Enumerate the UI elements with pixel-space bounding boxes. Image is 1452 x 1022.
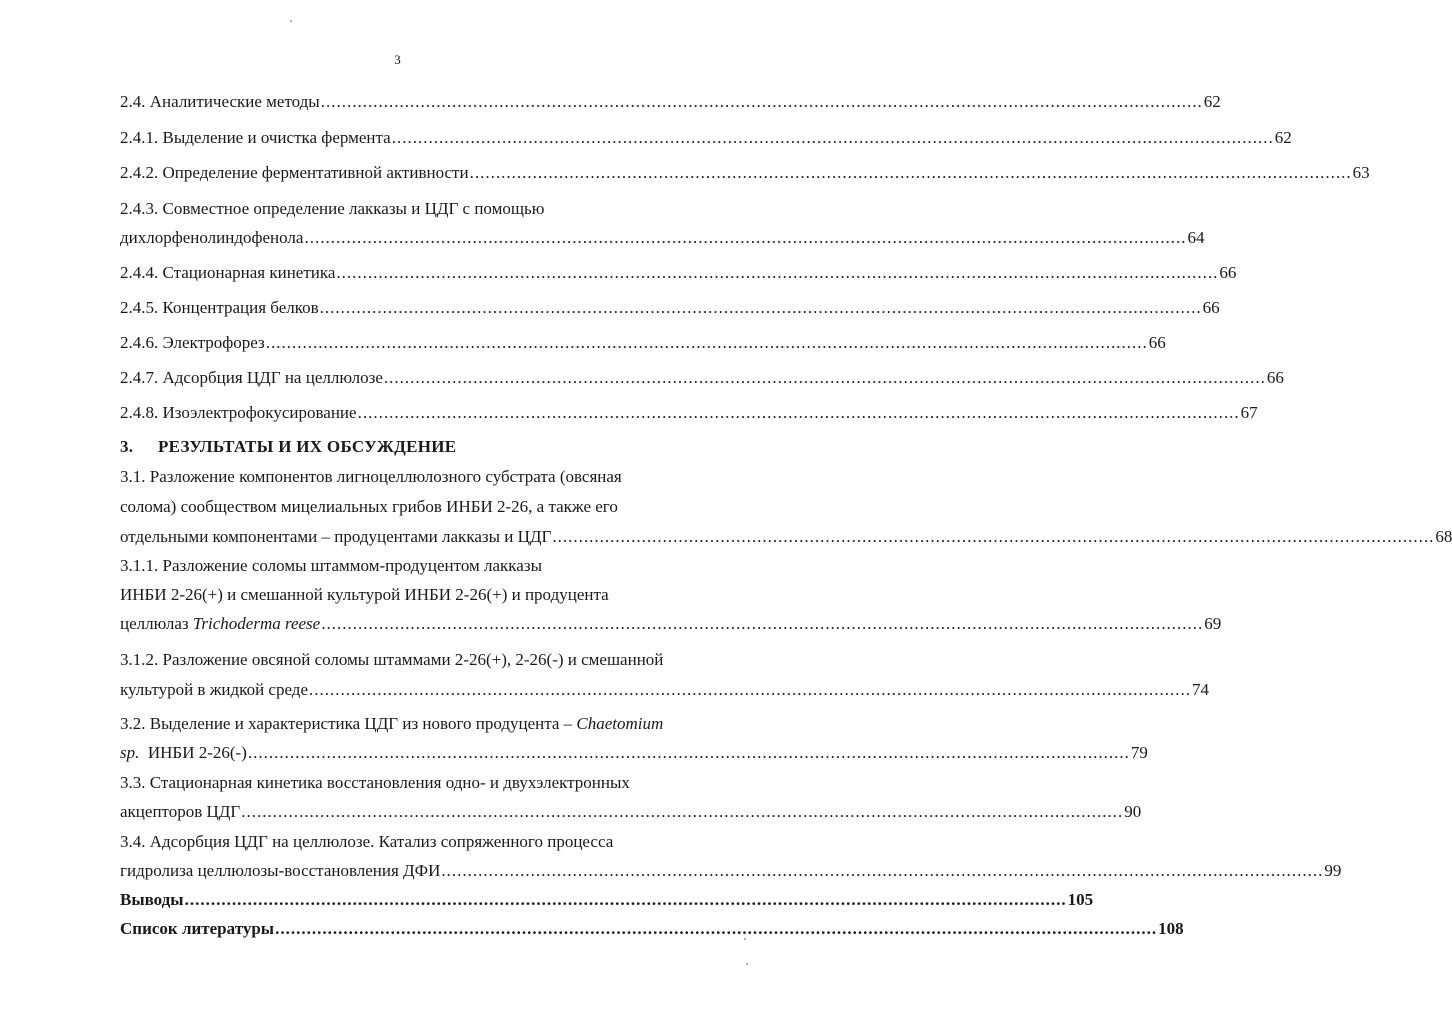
scan-speck bbox=[744, 938, 746, 940]
toc-entry-2-4-3: дихлорфенолиндофенола ........................................................................................................................................................................ 64 bbox=[120, 228, 1205, 247]
toc-page-number: 67 bbox=[1240, 403, 1258, 422]
leader-dots: ........................................................................................................................................................................ bbox=[469, 163, 1352, 182]
leader-dots: ........................................................................................................................................................................ bbox=[309, 680, 1191, 699]
leader-dots: ........................................................................................................................................................................ bbox=[265, 333, 1148, 352]
leader-dots: ........................................................................................................................................................................ bbox=[357, 403, 1240, 422]
toc-page-number: 79 bbox=[1130, 743, 1148, 762]
leader-dots: ........................................................................................................................................................................ bbox=[241, 802, 1124, 821]
page-number: 3 bbox=[394, 52, 401, 67]
leader-dots: ........................................................................................................................................................................ bbox=[320, 92, 1203, 111]
toc-entry-conclusions: Выводы ........................................................................................................................................................................ 105 bbox=[120, 890, 1094, 909]
toc-page-number: 66 bbox=[1219, 263, 1237, 282]
toc-page-number: 66 bbox=[1202, 298, 1220, 317]
leader-dots: ........................................................................................................................................................................ bbox=[275, 919, 1158, 938]
leader-dots: ........................................................................................................................................................................ bbox=[552, 527, 1435, 546]
toc-entry-3-2-line1: 3.2. Выделение и характеристика ЦДГ из нового продуцента – Chaetomium bbox=[120, 714, 664, 733]
toc-entry-3-1-2: культурой в жидкой среде ........................................................................................................................................................................ 74 bbox=[120, 680, 1209, 699]
toc-entry-3-1-1: целлюлаз Trichoderma reese ........................................................................................................................................................................ 69 bbox=[120, 614, 1222, 633]
leader-dots: ........................................................................................................................................................................ bbox=[391, 128, 1274, 147]
leader-dots: ........................................................................................................................................................................ bbox=[304, 228, 1187, 247]
toc-page-number: 108 bbox=[1158, 919, 1184, 938]
toc-entry-2-4-3-line1: 2.4.3. Совместное определение лакказы и ЦДГ с помощью bbox=[120, 199, 545, 218]
scan-speck bbox=[746, 963, 748, 965]
toc-entry-2-4-8: 2.4.8. Изоэлектрофокусирование ........................................................................................................................................................................ 67 bbox=[120, 403, 1258, 422]
section-3-heading: 3. РЕЗУЛЬТАТЫ И ИХ ОБСУЖДЕНИЕ bbox=[120, 437, 457, 456]
toc-entry-2-4-6: 2.4.6. Электрофорез ........................................................................................................................................................................ 66 bbox=[120, 333, 1166, 352]
toc-entry-3-1: отдельными компонентами – продуцентами лакказы и ЦДГ ........................................................................................................................................................................ 68 bbox=[120, 527, 1452, 546]
toc-entry-3-4-line1: 3.4. Адсорбция ЦДГ на целлюлозе. Катализ сопряженного процесса bbox=[120, 832, 614, 851]
toc-entry-2-4-4: 2.4.4. Стационарная кинетика ........................................................................................................................................................................ 66 bbox=[120, 263, 1237, 282]
toc-entry-2-4-2: 2.4.2. Определение ферментативной активности ........................................................................................................................................................................ 63 bbox=[120, 163, 1370, 182]
leader-dots: ........................................................................................................................................................................ bbox=[319, 298, 1202, 317]
toc-entry-3-3: акцепторов ЦДГ ........................................................................................................................................................................ 90 bbox=[120, 802, 1142, 821]
leader-dots: ........................................................................................................................................................................ bbox=[336, 263, 1219, 282]
leader-dots: ........................................................................................................................................................................ bbox=[247, 743, 1130, 762]
toc-entry-3-1-line1: 3.1. Разложение компонентов лигноцеллюлозного субстрата (овсяная bbox=[120, 467, 622, 486]
leader-dots: ........................................................................................................................................................................ bbox=[321, 614, 1204, 633]
toc-page-number: 99 bbox=[1324, 861, 1342, 880]
toc-page-number: 66 bbox=[1266, 368, 1284, 387]
toc-page-number: 90 bbox=[1124, 802, 1142, 821]
toc-entry-3-4: гидролиза целлюлозы-восстановления ДФИ ........................................................................................................................................................................ 99 bbox=[120, 861, 1342, 880]
toc-page-number: 105 bbox=[1067, 890, 1094, 909]
toc-entry-2-4-1: 2.4.1. Выделение и очистка фермента ........................................................................................................................................................................ 62 bbox=[120, 128, 1292, 147]
toc-entry-2-4-7: 2.4.7. Адсорбция ЦДГ на целлюлозе ........................................................................................................................................................................ 66 bbox=[120, 368, 1284, 387]
toc-entry-3-1-line2: солома) сообществом мицелиальных грибов ИНБИ 2-26, а также его bbox=[120, 497, 618, 516]
toc-entry-3-3-line1: 3.3. Стационарная кинетика восстановления одно- и двухэлектронных bbox=[120, 773, 630, 792]
toc-page-number: 68 bbox=[1435, 527, 1452, 546]
toc-page-number: 69 bbox=[1204, 614, 1222, 633]
toc-entry-3-2: sp. ИНБИ 2-26(-) ........................................................................................................................................................................ 79 bbox=[120, 743, 1148, 762]
toc-entry-2-4: 2.4. Аналитические методы ........................................................................................................................................................................ 62 bbox=[120, 92, 1221, 111]
leader-dots: ........................................................................................................................................................................ bbox=[184, 890, 1067, 909]
toc-entry-2-4-5: 2.4.5. Концентрация белков ........................................................................................................................................................................ 66 bbox=[120, 298, 1220, 317]
toc-page-number: 62 bbox=[1274, 128, 1292, 147]
toc-page-number: 66 bbox=[1148, 333, 1166, 352]
toc-page-number: 64 bbox=[1187, 228, 1205, 247]
leader-dots: ........................................................................................................................................................................ bbox=[383, 368, 1266, 387]
toc-entry-references: Список литературы ........................................................................................................................................................................ 108 bbox=[120, 919, 1184, 938]
leader-dots: ........................................................................................................................................................................ bbox=[441, 861, 1324, 880]
toc-entry-3-1-1-line1: 3.1.1. Разложение соломы штаммом-продуцентом лакказы bbox=[120, 556, 542, 575]
scan-speck bbox=[290, 20, 292, 22]
toc-page-number: 62 bbox=[1203, 92, 1221, 111]
toc-page-number: 74 bbox=[1192, 680, 1209, 699]
toc-entry-3-1-1-line2: ИНБИ 2-26(+) и смешанной культурой ИНБИ 2-26(+) и продуцента bbox=[120, 585, 609, 604]
toc-entry-3-1-2-line1: 3.1.2. Разложение овсяной соломы штаммами 2-26(+), 2-26(-) и смешанной bbox=[120, 650, 664, 669]
toc-page-number: 63 bbox=[1352, 163, 1370, 182]
